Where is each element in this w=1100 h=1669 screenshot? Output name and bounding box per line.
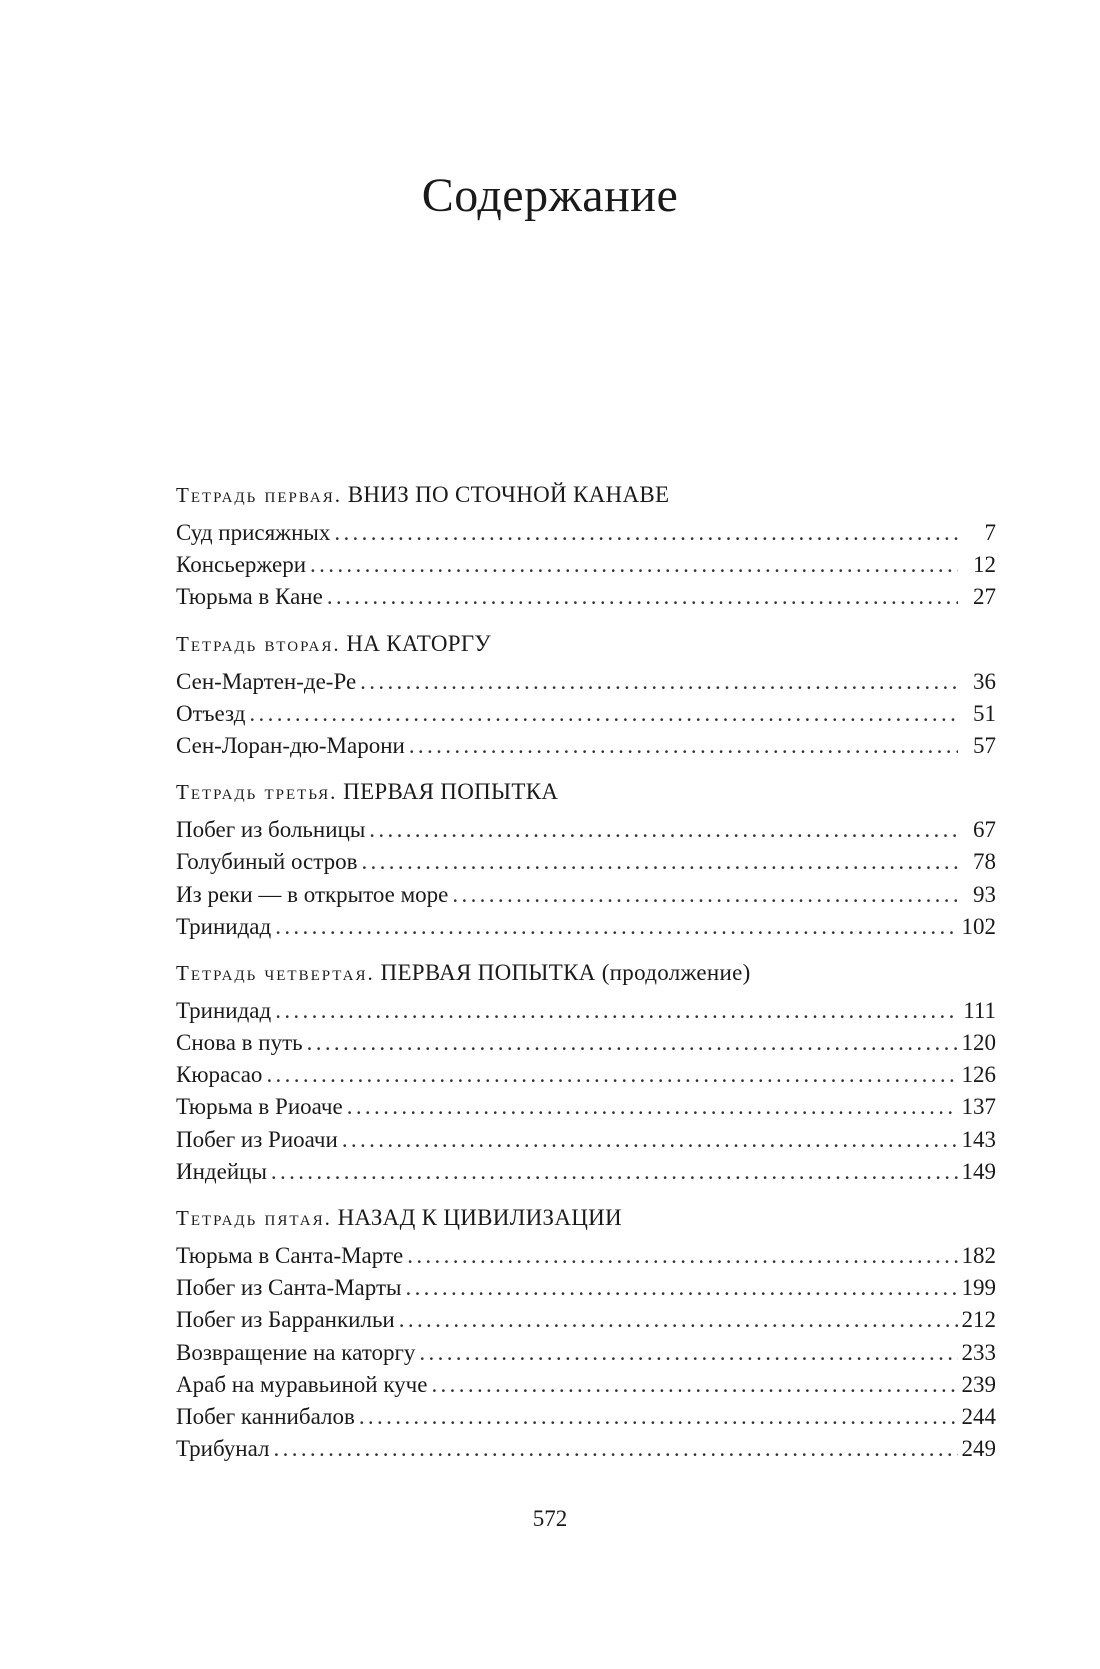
chapter-page-number: 120 <box>961 1030 996 1056</box>
dot-leader <box>310 549 958 581</box>
dot-leader <box>249 698 958 730</box>
toc-entry[interactable] <box>176 911 996 943</box>
chapter-page-number: 239 <box>961 1371 996 1397</box>
chapter-title: Побег из Санта-Марты <box>176 1275 402 1301</box>
chapter-page-number: 7 <box>984 520 996 545</box>
notebook-label: Тетрадь пятая. <box>176 1206 332 1230</box>
toc-entry[interactable] <box>176 1401 996 1433</box>
chapter-page-number: 36 <box>973 668 996 694</box>
chapter-title: Тринидад <box>176 997 272 1023</box>
part-title: ВНИЗ ПО СТОЧНОЙ КАНАВЕ <box>347 482 670 507</box>
part-title: ПЕРВАЯ ПОПЫТКА <box>343 779 559 805</box>
part-title: НАЗАД К ЦИВИЛИЗАЦИИ <box>337 1205 622 1230</box>
toc-entry[interactable] <box>176 581 996 613</box>
chapter-page-number: 212 <box>961 1307 996 1333</box>
toc-entry[interactable] <box>176 549 996 581</box>
chapter-title: Суд присяжных <box>176 520 331 545</box>
chapter-title: Тюрьма в Кане <box>176 584 323 610</box>
chapter-page-number: 78 <box>973 849 996 875</box>
dot-leader <box>452 879 958 911</box>
dot-leader <box>347 1091 958 1123</box>
chapter-page-number: 143 <box>961 1126 996 1152</box>
chapter-page-number: 111 <box>963 997 996 1023</box>
dot-leader <box>407 1240 957 1272</box>
toc-section <box>176 775 996 943</box>
chapter-title: Трибунал <box>176 1436 270 1462</box>
chapter-title: Побег из больницы <box>176 817 366 843</box>
dot-leader <box>327 581 958 613</box>
chapter-title: Индейцы <box>176 1158 267 1184</box>
chapter-page-number: 67 <box>973 817 996 843</box>
chapter-title: Голубиный остров <box>176 849 358 875</box>
dot-leader <box>334 517 958 549</box>
dot-leader <box>399 1304 958 1336</box>
section-heading <box>176 627 996 660</box>
dot-leader <box>271 1156 958 1188</box>
dot-leader <box>342 1124 958 1156</box>
dot-leader <box>359 1401 958 1433</box>
page-number: 572 <box>532 1506 568 1531</box>
toc-entry[interactable] <box>176 879 996 911</box>
notebook-label: Тетрадь первая. <box>176 483 342 507</box>
chapter-title: Побег каннибалов <box>176 1403 355 1429</box>
notebook-label: Тетрадь вторая. <box>176 631 341 656</box>
chapter-title: Побег из Барранкильи <box>176 1307 395 1333</box>
dot-leader <box>405 1272 957 1304</box>
toc-entry[interactable] <box>176 1091 996 1123</box>
toc-entry[interactable] <box>176 846 996 878</box>
chapter-title: Сен-Мартен-де-Ре <box>176 668 357 694</box>
chapter-title: Араб на муравьиной куче <box>176 1371 428 1397</box>
chapter-page-number: 27 <box>973 584 996 610</box>
chapter-page-number: 182 <box>961 1243 996 1268</box>
chapter-page-number: 102 <box>961 913 996 939</box>
chapter-page-number: 12 <box>973 552 996 578</box>
toc-entry[interactable] <box>176 1433 996 1465</box>
toc-entry[interactable] <box>176 1156 996 1188</box>
chapter-title: Сен-Лоран-дю-Марони <box>176 732 405 758</box>
toc-entry[interactable] <box>176 1240 996 1272</box>
chapter-title: Кюрасао <box>176 1062 263 1088</box>
chapter-title: Консьержери <box>176 552 307 578</box>
dot-leader <box>361 846 958 878</box>
chapter-page-number: 57 <box>973 732 996 758</box>
chapter-title: Тюрьма в Риоаче <box>176 1094 343 1120</box>
toc-section <box>176 1201 996 1465</box>
section-heading <box>176 956 996 989</box>
toc-section <box>176 478 996 614</box>
toc-entry[interactable] <box>176 1337 996 1369</box>
toc-entry[interactable] <box>176 1304 996 1336</box>
toc-entry[interactable] <box>176 1272 996 1304</box>
toc-entry[interactable] <box>176 1124 996 1156</box>
dot-leader <box>369 814 958 846</box>
dot-leader <box>360 666 958 698</box>
chapter-page-number: 233 <box>961 1339 996 1365</box>
toc-entry[interactable] <box>176 1059 996 1091</box>
toc-entry[interactable] <box>176 1369 996 1401</box>
toc-entry[interactable] <box>176 666 996 698</box>
dot-leader <box>419 1337 957 1369</box>
chapter-page-number: 137 <box>961 1094 996 1120</box>
section-heading <box>176 478 996 511</box>
toc-entry[interactable] <box>176 814 996 846</box>
chapter-title: Возвращение на каторгу <box>176 1339 416 1365</box>
section-heading <box>176 775 996 808</box>
dot-leader <box>409 730 958 762</box>
chapter-page-number: 244 <box>961 1403 996 1429</box>
chapter-title: Побег из Риоачи <box>176 1126 338 1152</box>
chapter-page-number: 249 <box>961 1436 996 1462</box>
chapter-title: Отъезд <box>176 700 246 726</box>
dot-leader <box>274 1433 958 1465</box>
chapter-title: Тюрьма в Санта-Марте <box>176 1243 404 1268</box>
dot-leader <box>266 1059 957 1091</box>
table-of-contents <box>176 478 996 1465</box>
notebook-label: Тетрадь четвертая. <box>176 960 375 985</box>
toc-entry[interactable] <box>176 1027 996 1059</box>
part-title: НА КАТОРГУ <box>346 630 492 656</box>
toc-entry[interactable] <box>176 517 996 549</box>
toc-entry[interactable] <box>176 698 996 730</box>
notebook-label: Тетрадь третья. <box>176 780 338 805</box>
toc-entry[interactable] <box>176 995 996 1027</box>
chapter-title: Снова в путь <box>176 1030 303 1056</box>
dot-leader <box>307 1027 958 1059</box>
toc-section <box>176 956 996 1188</box>
dot-leader <box>431 1369 957 1401</box>
dot-leader <box>275 995 958 1027</box>
part-title: ПЕРВАЯ ПОПЫТКА (продолжение) <box>380 959 751 985</box>
page-title: Содержание <box>421 169 679 222</box>
section-heading <box>176 1201 996 1234</box>
chapter-page-number: 51 <box>973 700 996 726</box>
chapter-page-number: 149 <box>961 1158 996 1184</box>
toc-section <box>176 627 996 763</box>
chapter-title: Из реки — в открытое море <box>176 881 449 907</box>
chapter-page-number: 93 <box>973 881 996 907</box>
toc-entry[interactable] <box>176 730 996 762</box>
chapter-page-number: 126 <box>961 1062 996 1088</box>
dot-leader <box>275 911 957 943</box>
chapter-page-number: 199 <box>961 1275 996 1301</box>
chapter-title: Тринидад <box>176 913 272 939</box>
